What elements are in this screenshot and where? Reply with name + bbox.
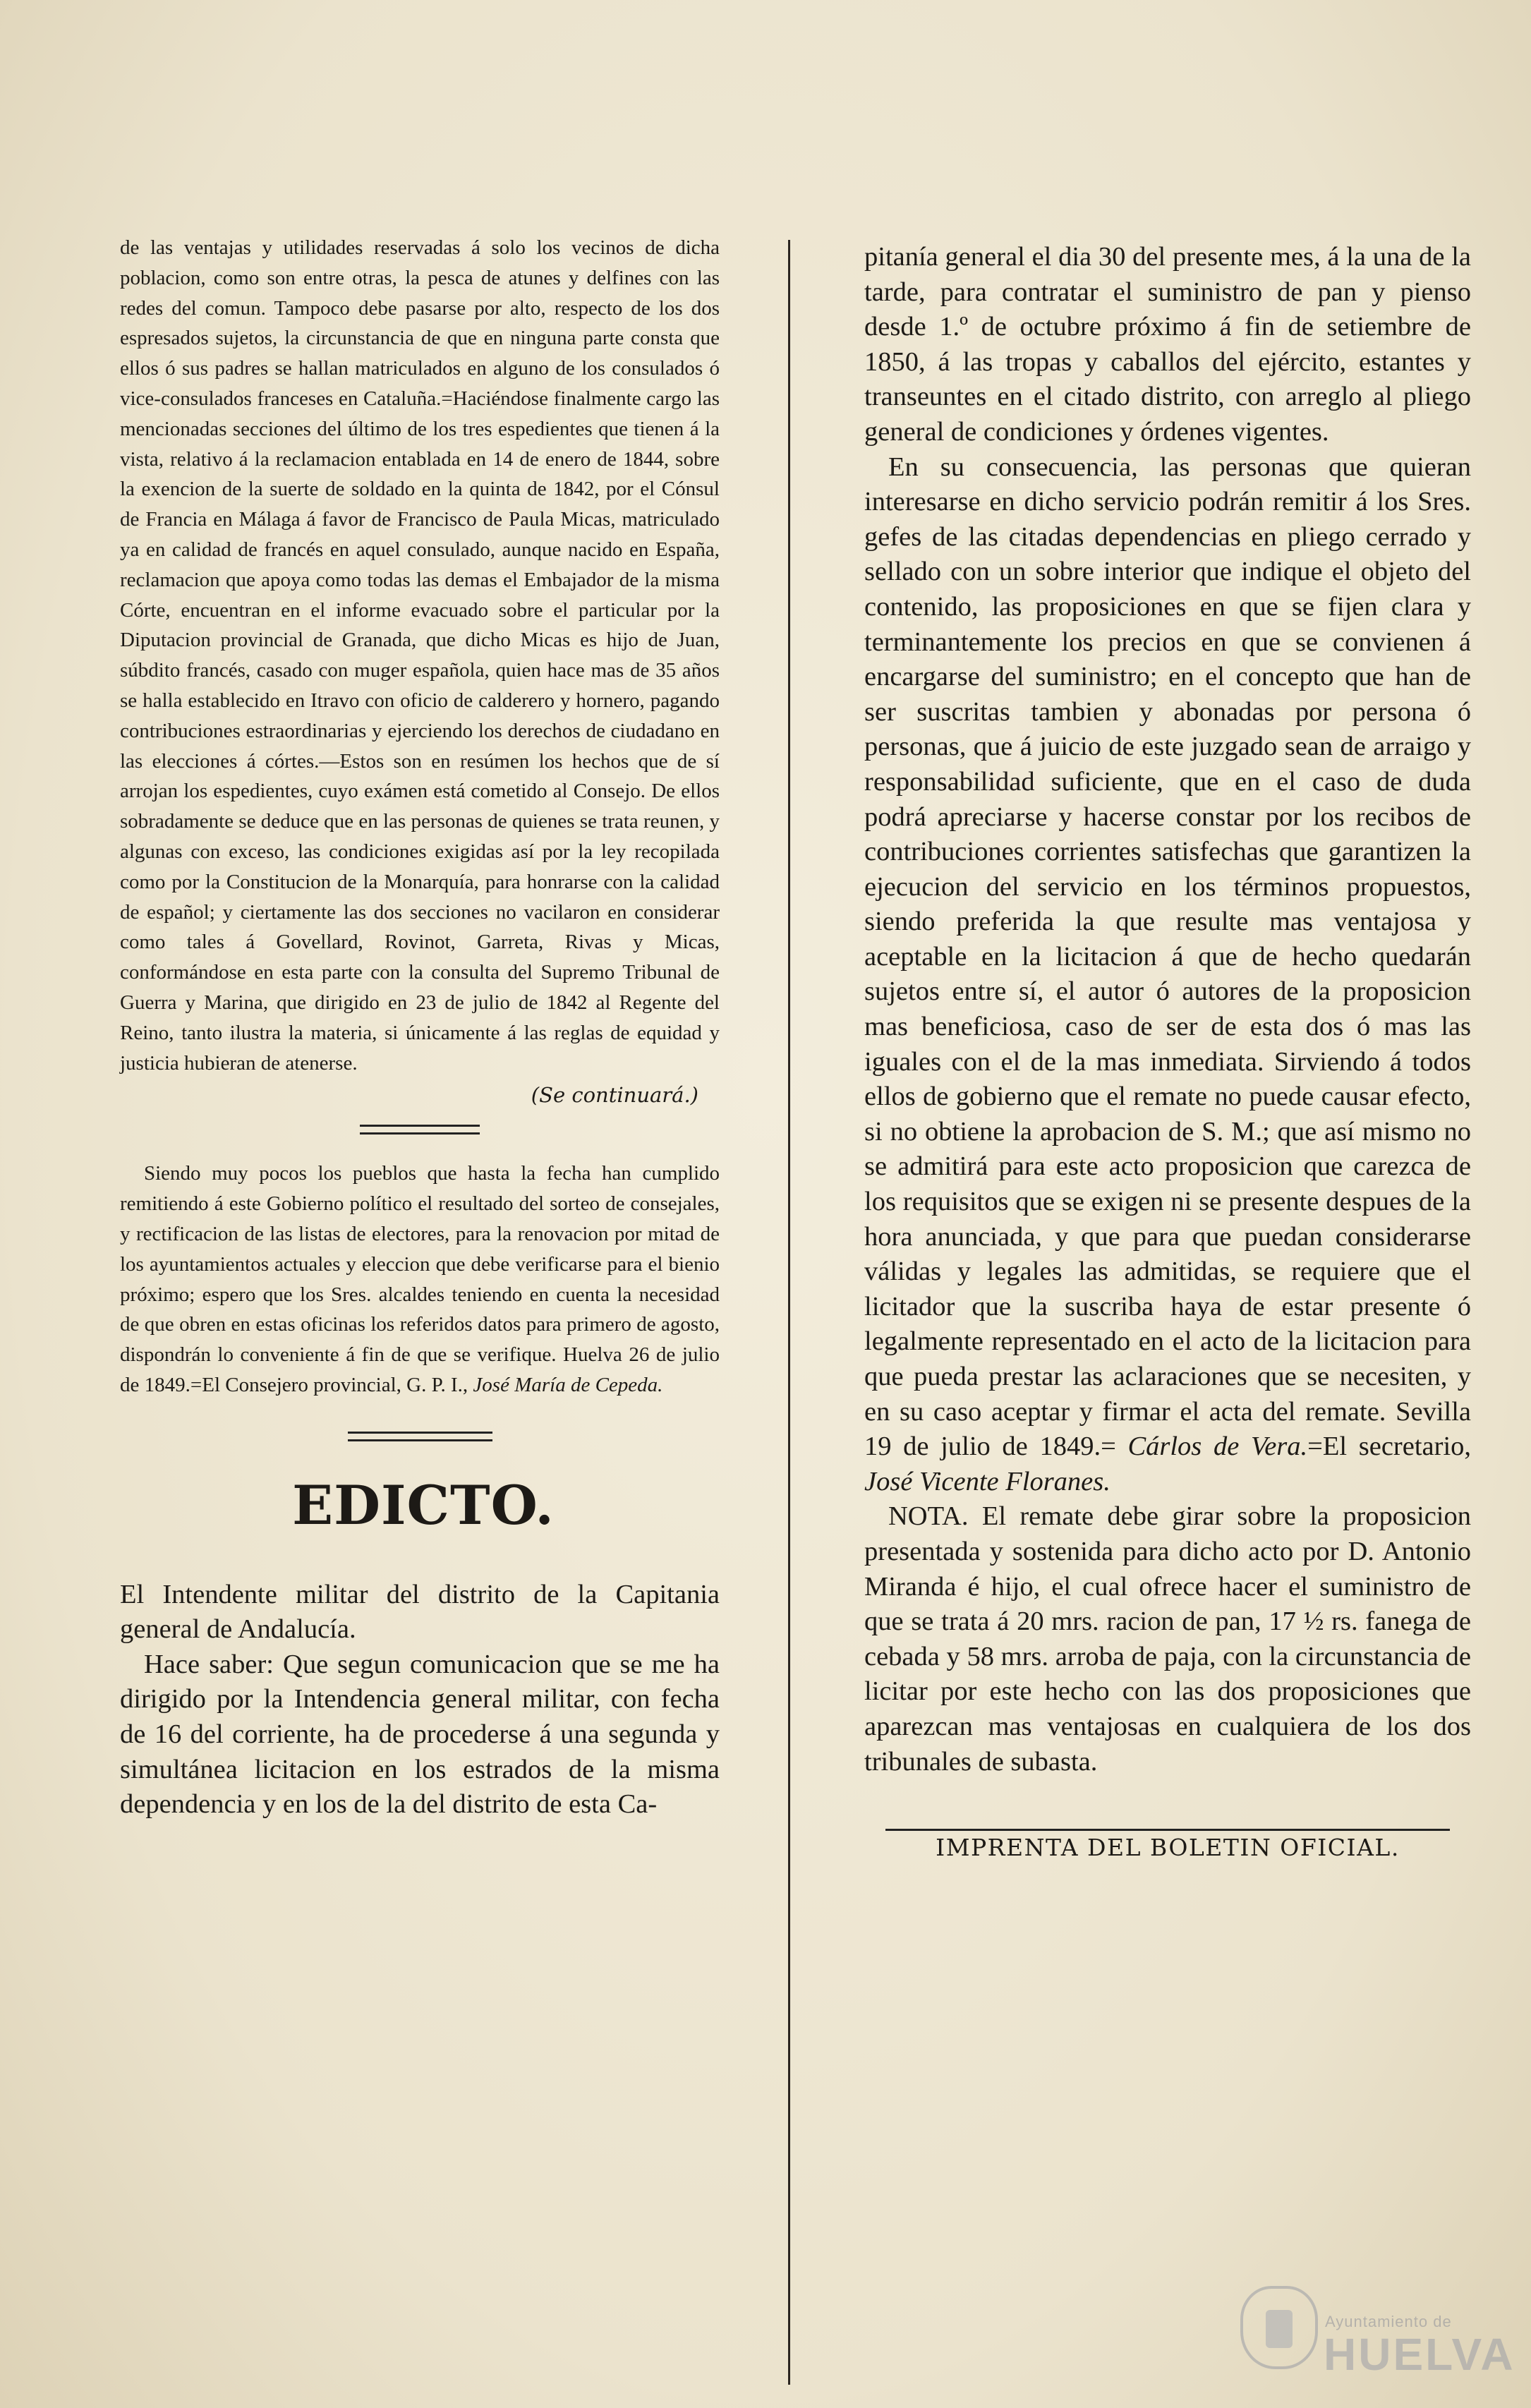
watermark-big-text: HUELVA bbox=[1324, 2329, 1515, 2380]
nota-label: NOTA. bbox=[888, 1501, 969, 1532]
section-divider bbox=[360, 1125, 480, 1135]
edict-start: Hace saber: Que segun comunicacion que se me ha dirigido por la Intendencia general militar, con fecha de 16 del corriente, ha de procederse á una segunda y simultánea licitacion en los estrados de la misma dependencia y en los de la del distrito de esta Ca- bbox=[120, 1649, 720, 1820]
right-column bbox=[864, 240, 1471, 1861]
edict-consequence: En su consecuencia, las personas que quieran interesarse en dicho servicio podrán remitir á los Sres. gefes de las citadas dependencias en pliego cerrado y sellado con un sobre interior que indique el objeto del contenido, las proposiciones en que se fijen clara y terminantemente los precios en que se convienen á encargarse del suministro; en el concepto que han de ser suscritas tambien y abonadas por persona ó personas, que á juicio de este juzgado sean de arraigo y responsabilidad suficiente, que en el caso de duda podrá apreciarse y hacerse constar por los recibos de contribuciones corrientes satisfechas que garantizen la ejecucion del servicio en los términos propuestos, siendo preferida la que resulte mas ventajosa y aceptable en la licitacion á que de hecho quedarán sujetos entre sí, el autor ó autores de la proposicion mas beneficiosa, caso de ser de esta dos ó mas las iguales con el de la mas inmediata. Sirviendo á todos ellos de gobierno que el remate no puede causar efecto, si no obtiene la aprobacion de S. M.; que así mismo no se admitirá para este acto proposicion que carezca de los requisitos que se exigen ni se presente despues de la hora anunciada, y que para que puedan considerarse válidas y legales las admitidas, se requiere que el licitador que la suscriba haya de estar presente ó legalmente representado en el acto de la licitacion para que pueda prestar las aclaraciones que se necesiten, y en su caso aceptar y firmar el acta del remate. Sevilla 19 de julio de 1849.= Cárlos de Vera.=El secretario, José Vicente Floranes. bbox=[864, 452, 1472, 1496]
notice-signature: José María de Cepeda. bbox=[473, 1373, 663, 1396]
watermark-small-text: Ayuntamiento de bbox=[1325, 2313, 1452, 2330]
report-paragraph: de las ventajas y utilidades reservadas á solo los vecinos de dicha poblacion, como son entre otras, la pesca de atunes y delfines con las redes del comun. Tampoco debe pasarse por alto, respecto de los dos espresados sujetos, la circunstancia de que en ninguna parte consta que ellos ó sus padres se hallan matriculados en alguno de los consulados ó vice-consulados franceses en Cataluña.=Haciéndose finalmente cargo las mencionadas secciones del último de los tres espedientes que tienen á la vista, relativo á la reclamacion entablada en 14 de enero de 1844, sobre la exencion de la suerte de soldado en la quinta de 1842, por el Cónsul de Francia en Málaga á favor de Francisco de Paula Micas, matriculado ya en calidad de francés en aquel consulado, aunque nacido en España, reclamacion que apoya como todas las demas el Embajador de la misma Córte, encuentran en el informe evacuado sobre el particular por la Diputacion provincial de Granada, que dicho Micas es hijo de Juan, súbdito francés, casado con muger española, quien hace mas de 35 años se halla establecido en Itravo con oficio de calderero y hornero, pagando contribuciones estraordinarias y ejerciendo los derechos de ciudadano en las elecciones á córtes.—Estos son en resúmen los hechos que de sí arrojan los espedientes, cuyo exámen está cometido al Consejo. De ellos sobradamente se deduce que en las personas de quienes se trata reunen, y algunas con exceso, las condiciones exigidas así por la ley recopilada como por la Constitucion de la Monarquía, para honrarse con la calidad de español; y ciertamente las dos secciones no vacilaron en considerar como tales á Govellard, Rovinot, Garreta, Rivas y Micas, conformándose en esta parte con la consulta del Supremo Tribunal de Guerra y Marina, que dirigido en 23 de julio de 1842 al Regente del Reino, tanto ilustra la materia, si únicamente á las reglas de equidad y justicia hubieran de atenerse. bbox=[120, 236, 720, 1075]
section-divider-2 bbox=[348, 1432, 492, 1441]
continued-note: (Se continuará.) bbox=[531, 1083, 698, 1108]
notice-paragraph: Siendo muy pocos los pueblos que hasta la fecha han cumplido remitiendo á este Gobierno político el resultado del sorteo de consejales, y rectificacion de las listas de electores, para la renovacion por mitad de los ayuntamientos actuales y eleccion que debe verificarse para el bienio próximo; espero que los Sres. alcaldes teniendo en cuenta la necesidad de que obren en estas oficinas los referidos datos para primero de agosto, dispondrán lo conveniente á fin de que se verifique. Huelva 26 de julio de 1849.=El Consejero provincial, G. P. I., José María de Cepeda. bbox=[120, 1162, 720, 1396]
left-column bbox=[120, 233, 720, 1822]
column-rule bbox=[788, 240, 790, 2385]
city-crest-icon bbox=[1240, 2286, 1318, 2369]
nota-paragraph: NOTA. El remate debe girar sobre la proposicion presentada y sostenida para dicho acto por D. Antonio Miranda é hijo, el cual ofrece hacer el suministro de que se trata á 20 mrs. racion de pan, 17 ½ rs. fanega de cebada y 58 mrs. arroba de paja, con la circunstancia de licitar por este hecho con las dos proposiciones que aparezcan mas ventajosas en cualquiera de los dos tribunales de subasta. bbox=[864, 1501, 1471, 1777]
edict-heading: EDICTO. bbox=[292, 1473, 555, 1537]
signature-secretary: José Vicente Floranes. bbox=[864, 1466, 1111, 1496]
notice-block bbox=[120, 1158, 720, 1400]
archive-watermark bbox=[1219, 2273, 1515, 2380]
signature-name: Cárlos de Vera. bbox=[1127, 1432, 1308, 1462]
edict-continuation: pitanía general el dia 30 del presente mes, á la una de la tarde, para contratar el suministro de pan y pienso desde 1.º de octubre próximo á fin de setiembre de 1850, á las tropas y caballos del ejército, estantes y transeuntes en el citado distrito, con arreglo al pliego general de condiciones y órdenes vigentes. bbox=[864, 242, 1471, 447]
edict-intro: El Intendente militar del distrito de la Capitania general de Andalucía. bbox=[120, 1579, 720, 1645]
printer-footer: IMPRENTA DEL BOLETIN OFICIAL. bbox=[885, 1829, 1450, 1861]
